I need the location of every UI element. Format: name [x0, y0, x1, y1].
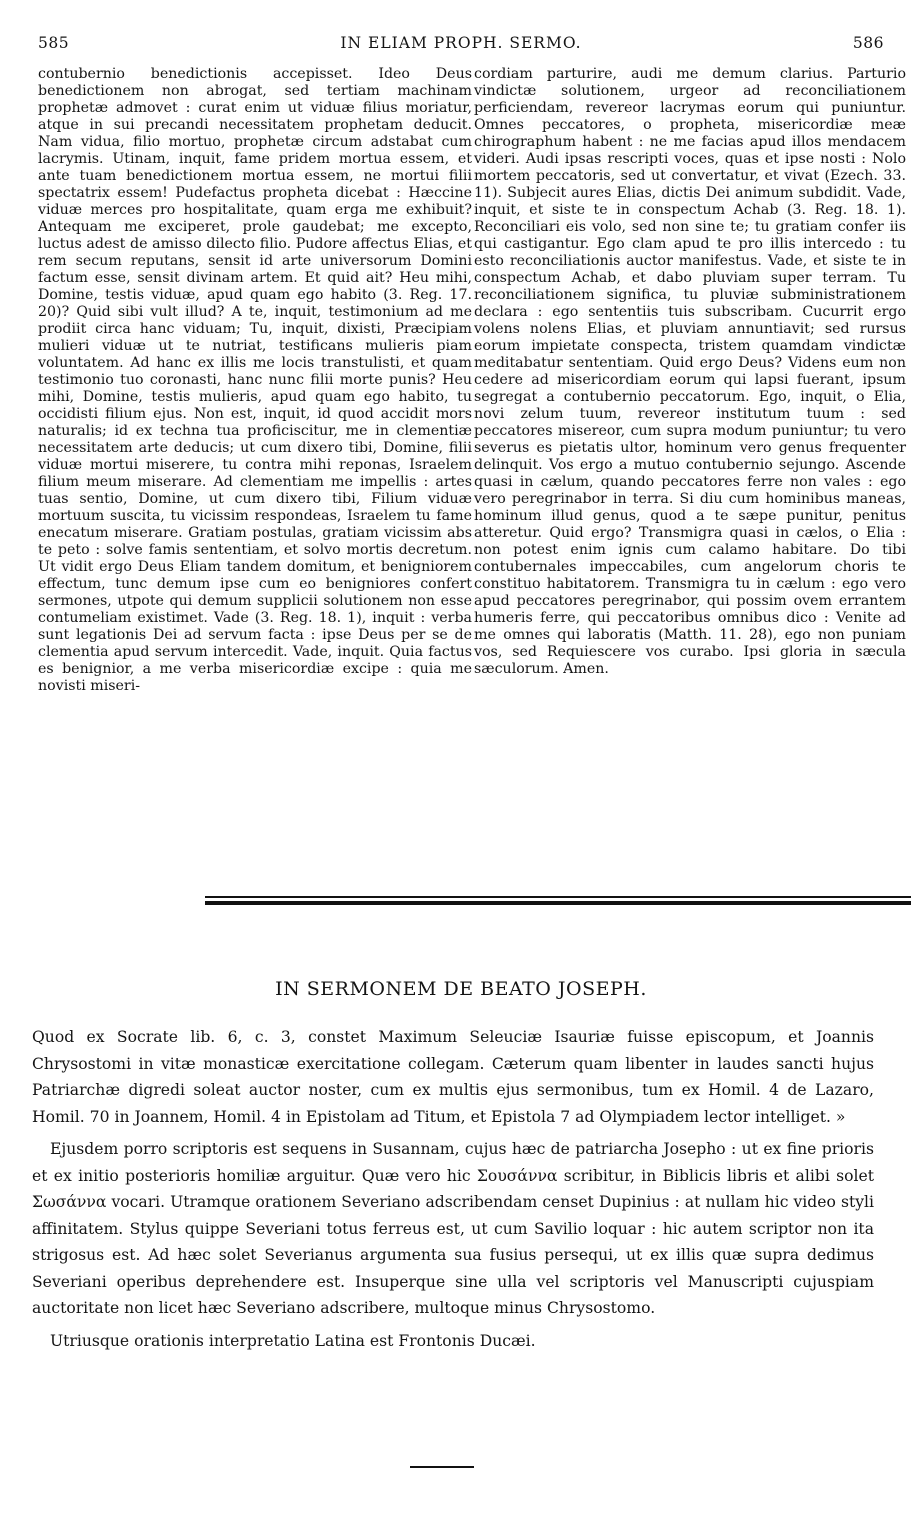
right-column-text: cordiam parturire, audi me demum clarius. Parturio vindictæ solutionem, urgeor ad reconciliationem perficiendam, revereor lacrymas eorum qui puniuntur. Omnes peccatores, o propheta, misericordiæ meæ chirographum habent : ne me facias apud illos mendacem videri. Audi ipsas rescripti voces, quas et ipse nosti : Nolo mortem peccatoris, sed ut convertatur, et vivat (Ezech. 33. 11). Subjecit aures Elias, dictis Dei animum subdidit. Vade, inquit, et siste te in conspectum Achab (3. Reg. 18. 1). Reconciliari eis volo, sed non sine te; tu gratiam confer iis qui castigantur. Ego clam apud te pro illis intercedo : tu esto reconciliationis auctor manifestus. Vade, et siste te in conspectum Achab, et dabo pluviam super terram. Tu reconciliationem significa, tu pluviæ subministrationem declara : ego sententiis tuis subscribam. Cucurrit ergo volens nolens Elias, et pluviam annuntiavit; sed rursus eorum impietate conspecta, tristem quamdam vindictæ meditabatur sententiam. Quid ergo Deus? Videns eum non cedere ad misericordiam eorum qui lapsi fuerant, ipsum segregat a contubernio peccatorum. Ego, inquit, o Elia, novi zelum tuum, revereor institutum tuum : sed peccatores misereor, cum supra modum puniuntur; tu vero severus es pietatis ultor, hominum vero genus frequenter delinquit. Vos ergo a mutuo contubernio sejungo. Ascende quasi in cælum, quando peccatores ferre non vales : ego vero peregrinabor in terra. Si diu cum hominibus maneas, hominum illud genus, quod a te sæpe punitur, penitus atteretur. Quid ergo? Transmigra quasi in cælos, o Elia : non potest enim ignis cum calamo habitare. Do tibi contubernales impeccabiles, cum angelorum choris te constituo habitatorem. Transmigra tu in cælum : ego vero apud peccatores peregrinabor, qui possim ovem errantem humeris ferre, qui peccatoribus omnibus dico : Venite ad me omnes qui laboratis (Matth. 11. 28), ego non puniam vos, sed Requiescere vos curabo. Ipsi gloria in sæcula sæculorum. Amen. [474, 66, 906, 677]
page-number-left: 585 [38, 34, 70, 52]
section-title: IN SERMONEM DE BEATO JOSEPH. [275, 978, 647, 1000]
left-column-text: contubernio benedictionis accepisset. Ideo Deus benedictionem non abrogat, sed tertiam machinam prophetæ admovet : curat enim ut viduæ filius moriatur, atque in sui precandi necessitatem prophetam deducit. Nam vidua, filio mortuo, prophetæ circum adstabat cum lacrymis. Utinam, inquit, fame pridem mortua essem, et ante tuam benedictionem mortua essem, ne mortui filii spectatrix essem! Pudefactus propheta dicebat : Hæccine viduæ merces pro hospitalitate, quam erga me exhibuit? Antequam me exciperet, prole gaudebat; me excepto, luctus adest de amisso dilecto filio. Pudore affectus Elias, et rem secum reputans, sensit id arte universorum Domini factum esse, sensit divinam artem. Et quid ait? Heu mihi, Domine, testis viduæ, apud quam ego habito (3. Reg. 17. 20)? Quid sibi vult illud? A te, inquit, testimonium ad me prodiit circa hanc viduam; Tu, inquit, dixisti, Præcipiam mulieri viduæ ut te nutriat, testificans mulieris piam voluntatem. Ad hanc ex illis me locis transtulisti, et quam testimonio tuo coronasti, hanc nunc filii morte punis? Heu mihi, Domine, testis mulieris, apud quam ego habito, tu occidisti filium ejus. Non est, inquit, id quod accidit mors naturalis; id ex techna tua proficiscitur, me in clementiæ necessitatem arte deducis; ut cum dixero tibi, Domine, filii viduæ mortui miserere, tu contra mihi reponas, Israelem filium meum miserare. Ad clementiam me impellis : artes tuas sentio, Domine, ut cum dixero tibi, Filium viduæ mortuum suscita, tu vicissim respondeas, Israelem tu fame enecatum miserare. Gratiam postulas, gratiam vicissim abs te peto : solve famis sententiam, et solvo mortis decretum. Ut vidit ergo Deus Eliam tandem domitum, et benigniorem effectum, tunc demum ipse cum eo benigniores confert sermones, utpote qui demum supplicii solutionem non esse contumeliam existimet. Vade (3. Reg. 18. 1), inquit : verba sunt legationis Dei ad servum facta : ipse Deus per se de clementia apud servum intercedit. Vade, inquit. Quia factus es benignior, a me verba misericordiæ excipe : quia me novisti miseri- [38, 66, 472, 694]
introduction-body [32, 1024, 874, 1360]
divider-thin-line [205, 896, 911, 898]
end-rule [410, 1466, 474, 1468]
body-paragraph: Ejusdem porro scriptoris est sequens in Susannam, cujus hæc de patriarcha Josepho : ut ex fine prioris et ex initio posterioris homiliæ arguitur. Quæ vero hic Σουσάννα scribitur, in Biblicis libris et alibi solet Σωσάννα vocari. Utramque orationem Severiano adscribendam censet Dupinius : at nullam hic video styli affinitatem. Stylus quippe Severiani totus ferreus est, ut cum Savilio loquar : hic autem scriptor non ita strigosus est. Ad hæc solet Severianus argumenta sua fusius persequi, ut ex illis quæ supra dedimus Severiani operibus deprehendere est. Insuperque sine ulla vel scriptoris vel Manuscripti cujuspiam auctoritate non licet hæc Severiano adscribere, multoque minus Chrysostomo. [32, 1140, 874, 1317]
running-title: IN ELIAM PROPH. SERMO. [340, 34, 582, 52]
section-divider [205, 896, 911, 905]
left-column [38, 66, 472, 695]
body-paragraph: Quod ex Socrate lib. 6, c. 3, constet Maximum Seleuciæ Isauriæ fuisse episcopum, et Joannis Chrysostomi in vitæ monasticæ exercitatione collegam. Cæterum quam libenter in laudes sancti hujus Patriarchæ digredi soleat auctor noster, cum ex multis ejus sermonibus, tum ex Homil. 4 de Lazaro, Homil. 70 in Joannem, Homil. 4 in Epistolam ad Titum, et Epistola 7 ad Olympiadem lector intelliget. » [32, 1028, 874, 1126]
body-paragraph: Utriusque orationis interpretatio Latina est Frontonis Ducæi. [50, 1331, 536, 1350]
running-header [38, 34, 884, 56]
right-column [474, 66, 906, 678]
page-number-right: 586 [852, 34, 884, 52]
divider-thick-line [205, 901, 911, 905]
